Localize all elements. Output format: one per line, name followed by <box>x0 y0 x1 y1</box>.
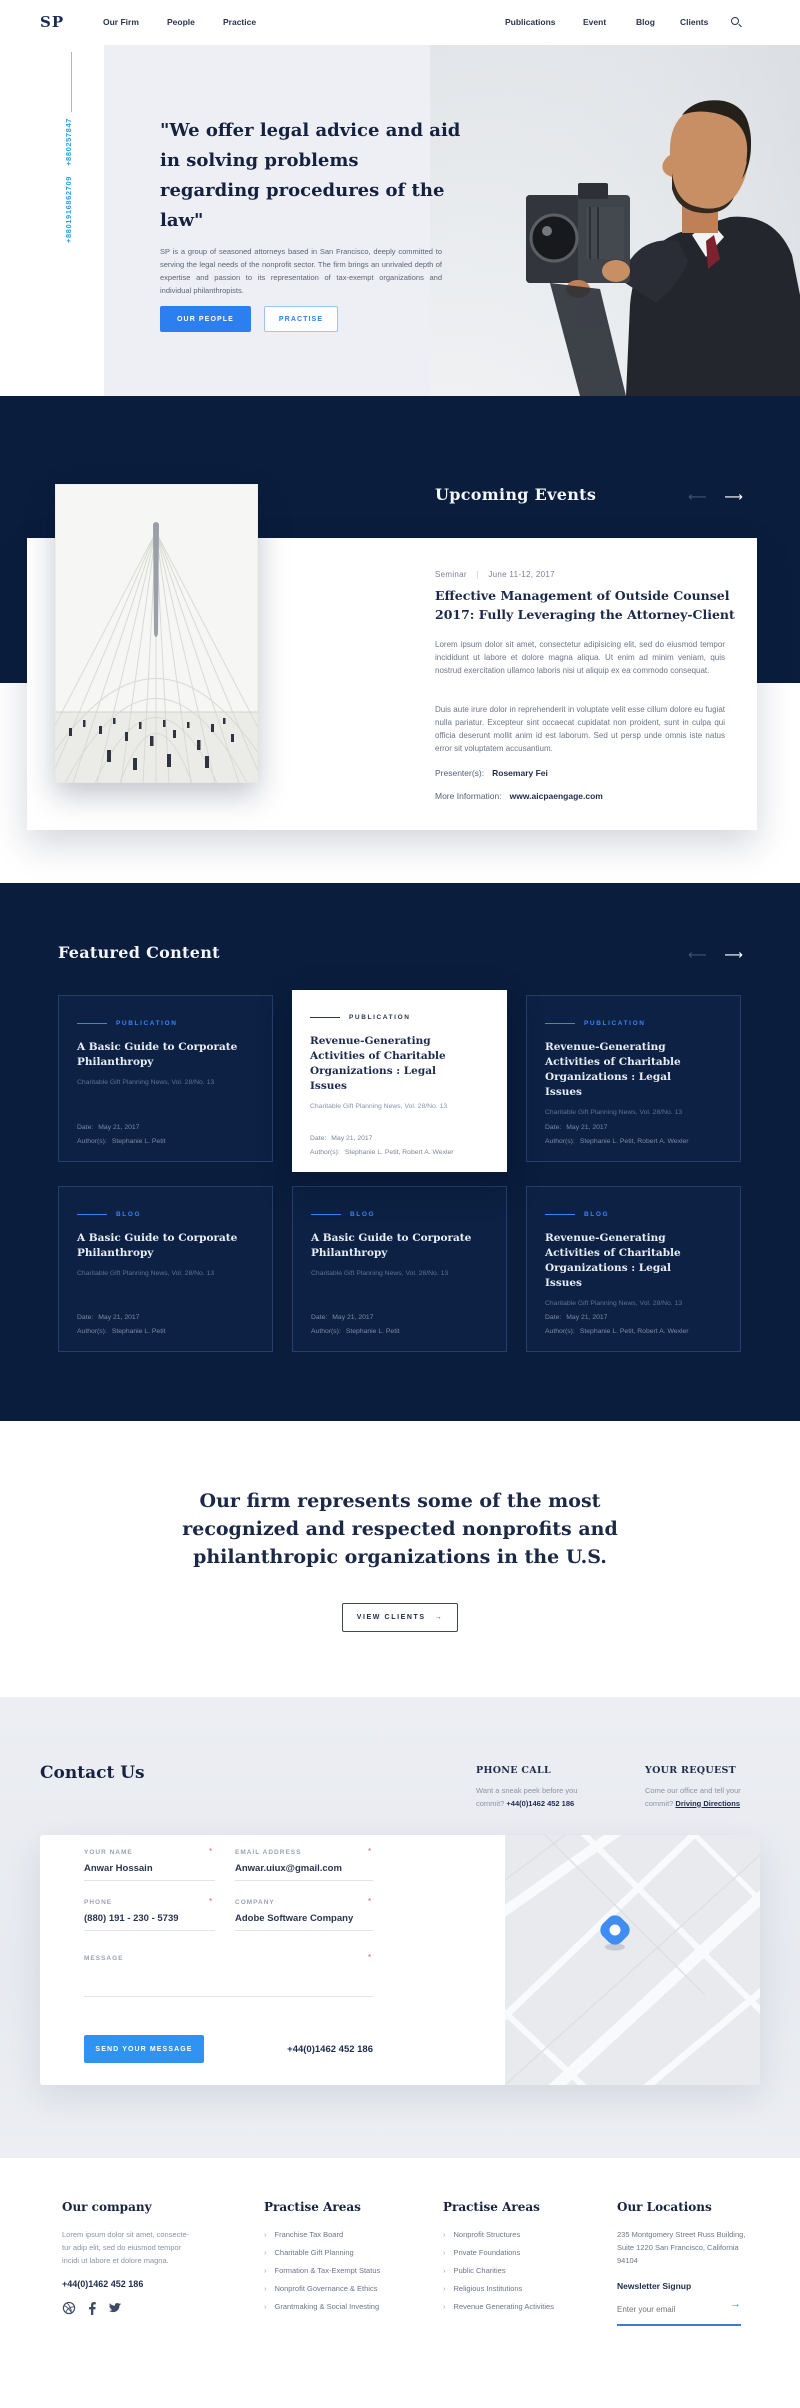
date-value: May 21, 2017 <box>98 1124 140 1131</box>
contact-form-card <box>40 1835 760 2085</box>
footer-company-title: Our company <box>62 2200 152 2214</box>
card-title: A Basic Guide to Corporate Philanthropy <box>77 1232 238 1259</box>
name-label: YOUR NAME <box>84 1849 133 1856</box>
label-line <box>310 1017 340 1018</box>
contact-title: Contact Us <box>40 1763 145 1783</box>
card-subtitle: Charitable Gift Planning News, Vol. 28/No. 13 <box>77 1079 215 1086</box>
card-meta <box>77 1307 254 1335</box>
footer-company-column <box>62 2200 192 2315</box>
presenter-label: Presenter(s): <box>435 768 485 778</box>
upcoming-events-title: Upcoming Events <box>435 485 597 504</box>
date-value: May 21, 2017 <box>566 1124 608 1131</box>
phone-call-number[interactable]: +44(0)1462 452 186 <box>506 1798 575 1808</box>
label-line <box>311 1214 341 1215</box>
nav-people[interactable]: People <box>167 17 195 27</box>
your-request-text: Come our office and tell your commit? <box>645 1786 741 1808</box>
card-title: Revenue-Generating Activities of Charitable Organizations : Legal Issues <box>545 1232 681 1289</box>
footer-link[interactable]: › Nonprofit Structures <box>443 2230 554 2239</box>
card-meta <box>311 1307 488 1335</box>
date-label: Date: <box>310 1135 327 1142</box>
date-value: May 21, 2017 <box>98 1314 140 1321</box>
your-request-title: YOUR REQUEST <box>645 1765 737 1776</box>
footer-link[interactable]: › Religious Institutions <box>443 2284 554 2293</box>
logo[interactable]: SP <box>40 13 65 31</box>
footer-practise-title-2: Practise Areas <box>443 2200 540 2214</box>
event-presenter-row <box>435 768 548 778</box>
featured-card-publication-3[interactable] <box>526 995 741 1162</box>
hero-headline: "We offer legal advice and aid in solving problems regarding procedures of the law" <box>160 120 461 231</box>
facebook-icon[interactable] <box>85 2301 99 2315</box>
footer-link[interactable]: › Grantmaking & Social Investing <box>264 2302 380 2311</box>
form-phone-number: +44(0)1462 452 186 <box>287 2044 373 2055</box>
practise-button[interactable]: PRACTISE <box>264 306 338 332</box>
vertical-phone-1: +880257847 <box>64 118 73 166</box>
message-field[interactable] <box>84 1967 373 1997</box>
event-date: June 11-12, 2017 <box>488 570 555 579</box>
phone-label: PHONE <box>84 1899 113 1906</box>
newsletter-email-input[interactable] <box>617 2305 717 2314</box>
required-marker: * <box>368 1897 372 1906</box>
footer-practise-column-1 <box>264 2200 380 2320</box>
our-people-button[interactable]: OUR PEOPLE <box>160 306 251 332</box>
featured-card-blog-1[interactable] <box>58 1186 273 1352</box>
footer-link[interactable]: › Public Charities <box>443 2266 554 2275</box>
author-label: Author(s): <box>545 1328 575 1335</box>
author-label: Author(s): <box>310 1149 340 1156</box>
slider-next-icon[interactable]: ⟶ <box>724 947 743 962</box>
phone-call-title: PHONE CALL <box>476 1765 551 1776</box>
company-label: COMPANY <box>235 1899 275 1906</box>
slider-next-icon[interactable]: ⟶ <box>724 489 743 504</box>
event-moreinfo-row <box>435 791 603 801</box>
date-label: Date: <box>77 1314 94 1321</box>
featured-card-publication-1[interactable] <box>58 995 273 1162</box>
clients-statement: Our firm represents some of the most recognized and respected nonprofits and philanthropic organizations in the U.S. <box>182 1490 618 1568</box>
card-subtitle: Charitable Gift Planning News, Vol. 28/No. 13 <box>545 1300 683 1307</box>
card-category: PUBLICATION <box>349 1014 411 1021</box>
nav-blog[interactable]: Blog <box>636 17 655 27</box>
author-value: Stephanie L. Petit <box>111 1138 166 1145</box>
separator: | <box>476 570 479 579</box>
required-marker: * <box>209 1897 213 1906</box>
required-marker: * <box>209 1847 213 1856</box>
event-meta <box>435 570 555 579</box>
newsletter-submit-icon[interactable]: → <box>730 2298 741 2310</box>
label-line <box>77 1214 107 1215</box>
hero-description: SP is a group of seasoned attorneys based in San Francisco, deeply committed to serving the legal needs of the nonprofit sector. The firm brings an unrivaled depth of expertise and passion to its representation of tax-exempt organizations and individual philanthropists. <box>160 247 442 295</box>
newsletter-label: Newsletter Signup <box>617 2281 692 2291</box>
footer-link[interactable]: › Charitable Gift Planning <box>264 2248 380 2257</box>
date-value: May 21, 2017 <box>332 1314 374 1321</box>
header <box>0 0 800 45</box>
event-title: Effective Management of Outside Counsel 2017: Fully Leveraging the Attorney-Client <box>435 588 735 622</box>
driving-directions-link[interactable]: Driving Directions <box>675 1798 741 1808</box>
search-icon[interactable] <box>731 17 739 25</box>
card-title: A Basic Guide to Corporate Philanthropy <box>311 1232 472 1259</box>
date-value: May 21, 2017 <box>566 1314 608 1321</box>
footer-practise-title-1: Practise Areas <box>264 2200 361 2214</box>
footer-company-text: Lorem ipsum dolor sit amet, consecte-tur adip elit, sed do eiusmod tempor incidi ut labore et dolore magna. <box>62 2230 190 2265</box>
dribbble-icon[interactable] <box>62 2301 76 2315</box>
required-marker: * <box>368 1953 372 1962</box>
label-line <box>545 1023 575 1024</box>
footer-link[interactable]: › Nonprofit Governance & Ethics <box>264 2284 380 2293</box>
event-photo-oculus-interior <box>55 484 258 783</box>
label-line <box>545 1214 575 1215</box>
event-paragraph-1: Lorem ipsum dolor sit amet, consectetur adipisicing elit, sed do eiusmod tempor incididunt ut labore et dolore magna aliqua. Ut enim ad minim veniam, quis nostrud exercitation ullamco laboris nisi ut aliquip ex ea commodo consequat. <box>435 640 725 675</box>
footer-link[interactable]: › Revenue Generating Activities <box>443 2302 554 2311</box>
email-field[interactable] <box>235 1863 373 1881</box>
card-category: PUBLICATION <box>116 1020 178 1027</box>
phone-call-block <box>476 1765 594 1810</box>
phone-call-text: Want a sneak peek before you commit? <box>476 1786 578 1808</box>
footer-social-icons <box>62 2301 192 2315</box>
events-slider-arrows <box>688 489 743 505</box>
presenter-name: Rosemary Fei <box>492 768 548 778</box>
footer-link[interactable]: › Franchise Tax Board <box>264 2230 380 2239</box>
featured-card-publication-2[interactable] <box>292 990 507 1172</box>
card-category: BLOG <box>584 1211 610 1218</box>
author-value: Stephanie L. Petit, Robert A. Wexler <box>579 1328 689 1335</box>
card-subtitle: Charitable Gift Planning News, Vol. 28/No. 13 <box>310 1103 448 1110</box>
author-label: Author(s): <box>77 1328 107 1335</box>
slider-prev-icon[interactable]: ⟵ <box>688 489 707 504</box>
card-meta <box>77 1117 254 1145</box>
twitter-icon[interactable] <box>108 2301 122 2315</box>
author-value: Stephanie L. Petit <box>111 1328 166 1335</box>
nav-publications[interactable]: Publications <box>505 17 556 27</box>
footer-address: 235 Montgomery Street Russ Building, Suite 1220 San Francisco, California 94104 <box>617 2230 746 2265</box>
phone-field[interactable] <box>84 1913 215 1931</box>
email-label: EMAIL ADDRESS <box>235 1849 302 1856</box>
footer-link[interactable]: › Formation & Tax-Exempt Status <box>264 2266 380 2275</box>
company-field[interactable] <box>235 1913 373 1931</box>
name-field[interactable] <box>84 1863 215 1881</box>
featured-content-title: Featured Content <box>58 943 220 962</box>
author-label: Author(s): <box>545 1138 575 1145</box>
event-paragraph-2: Duis aute irure dolor in reprehenderit in voluptate velit esse cillum dolore eu fugiat nulla pariatur. Excepteur sint occaecat cupidatat non proident, sunt in culpa qui officia deserunt mollit anim id est laborum. Sed ut persp unde omnis iste natus error sit voluptatem accusantium. <box>435 705 725 753</box>
footer-phone: +44(0)1462 452 186 <box>62 2279 144 2289</box>
hero-photo-man-with-camera <box>430 45 800 396</box>
send-message-button[interactable]: SEND YOUR MESSAGE <box>84 2035 204 2063</box>
your-request-block <box>645 1765 763 1810</box>
card-title: Revenue-Generating Activities of Charitable Organizations : Legal Issues <box>545 1041 681 1098</box>
card-meta <box>545 1307 722 1335</box>
date-label: Date: <box>545 1124 562 1131</box>
featured-card-blog-2[interactable] <box>292 1186 507 1352</box>
view-clients-button[interactable] <box>342 1603 458 1632</box>
author-value: Stephanie L. Petit, Robert A. Wexler <box>579 1138 689 1145</box>
message-label: MESSAGE <box>84 1955 124 1962</box>
footer-link[interactable]: › Private Foundations <box>443 2248 554 2257</box>
label-line <box>77 1023 107 1024</box>
author-label: Author(s): <box>77 1138 107 1145</box>
card-title: A Basic Guide to Corporate Philanthropy <box>77 1041 238 1068</box>
view-clients-label: VIEW CLIENTS <box>356 1614 426 1621</box>
featured-slider-arrows <box>688 947 743 963</box>
date-value: May 21, 2017 <box>331 1135 373 1142</box>
practise-list-1 <box>264 2230 380 2311</box>
footer-practise-column-2 <box>443 2200 554 2320</box>
card-subtitle: Charitable Gift Planning News, Vol. 28/No. 13 <box>311 1270 449 1277</box>
nav-practice[interactable]: Practice <box>223 17 257 27</box>
vertical-phone-2: +8801916862709 <box>64 176 73 244</box>
card-meta <box>545 1117 722 1145</box>
location-map[interactable] <box>505 1835 760 2085</box>
practise-list-2 <box>443 2230 554 2311</box>
card-category: BLOG <box>116 1211 142 1218</box>
card-subtitle: Charitable Gift Planning News, Vol. 28/No. 13 <box>77 1270 215 1277</box>
newsletter-row <box>617 2299 741 2326</box>
decor-line <box>71 52 72 112</box>
card-meta <box>310 1128 489 1156</box>
date-label: Date: <box>77 1124 94 1131</box>
more-info-link[interactable]: www.aicpaengage.com <box>509 791 603 801</box>
nav-event[interactable]: Event <box>583 17 607 27</box>
author-value: Stephanie L. Petit, Robert A. Wexler <box>344 1149 454 1156</box>
nav-our-firm[interactable]: Our Firm <box>103 17 139 27</box>
hero-buttons <box>160 306 338 332</box>
footer-locations-title: Our Locations <box>617 2200 712 2214</box>
date-label: Date: <box>545 1314 562 1321</box>
arrow-right-icon: → <box>434 1614 444 1621</box>
slider-prev-icon[interactable]: ⟵ <box>688 947 707 962</box>
card-subtitle: Charitable Gift Planning News, Vol. 28/No. 13 <box>545 1109 683 1116</box>
card-category: PUBLICATION <box>584 1020 646 1027</box>
event-type: Seminar <box>435 570 467 579</box>
nav-clients[interactable]: Clients <box>680 17 709 27</box>
card-category: BLOG <box>350 1211 376 1218</box>
author-label: Author(s): <box>311 1328 341 1335</box>
footer <box>0 2158 800 2408</box>
card-title: Revenue-Generating Activities of Charitable Organizations : Legal Issues <box>310 1035 446 1092</box>
author-value: Stephanie L. Petit <box>345 1328 400 1335</box>
more-info-label: More Information: <box>435 791 502 801</box>
featured-card-blog-3[interactable] <box>526 1186 741 1352</box>
date-label: Date: <box>311 1314 328 1321</box>
footer-locations-column <box>617 2200 747 2326</box>
required-marker: * <box>368 1847 372 1856</box>
